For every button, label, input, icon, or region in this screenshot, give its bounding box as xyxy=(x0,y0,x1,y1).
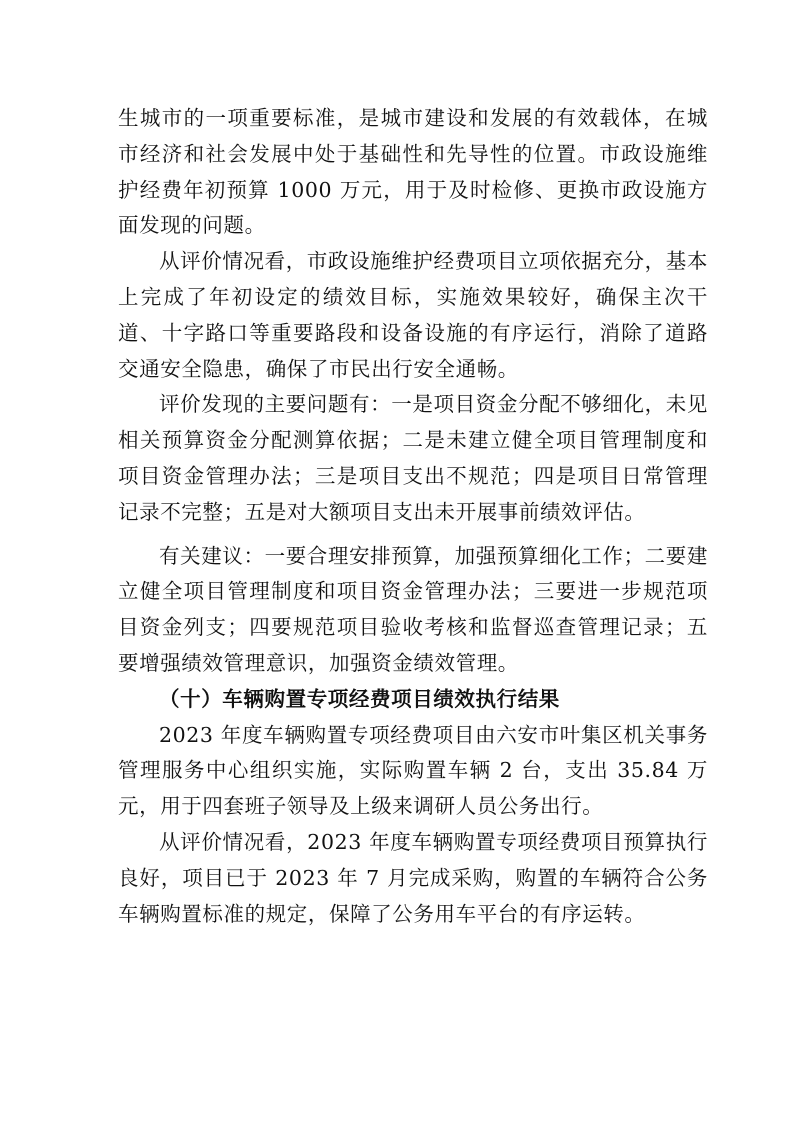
paragraph-evaluation: 从评价情况看，市政设施维护经费项目立项依据充分，基本上完成了年初设定的绩效目标，实施效果较好，确保主次干道、十字路口等重要路段和设备设施的有序运行，消除了道路交通安全隐患，确保了市民出行安全通畅。 xyxy=(118,249,708,381)
section-heading: （十）车辆购置专项经费项目绩效执行结果 xyxy=(159,686,560,711)
document-page xyxy=(118,101,708,932)
paragraph-problems: 评价发现的主要问题有：一是项目资金分配不够细化，未见相关预算资金分配测算依据；二是未建立健全项目管理制度和项目资金管理办法；三是项目支出不规范；四是项目日常管理记录不完整；五是对大额项目支出未开展事前绩效评估。 xyxy=(118,392,708,524)
paragraph-gap xyxy=(118,531,708,539)
paragraph-suggestions: 有关建议：一要合理安排预算，加强预算细化工作；二要建立健全项目管理制度和项目资金管理办法；三要进一步规范项目资金列支；四要规范项目验收考核和监督巡查管理记录；五要增强绩效管理意识，加强资金绩效管理。 xyxy=(118,543,708,675)
paragraph-vehicle-evaluation: 从评价情况看，2023 年度车辆购置专项经费项目预算执行良好，项目已于 2023 年 7 月完成采购，购置的车辆符合公务车辆购置标准的规定，保障了公务用车平台的有序运转。 xyxy=(118,829,708,926)
paragraph-vehicle-purchase: 2023 年度车辆购置专项经费项目由六安市叶集区机关事务管理服务中心组织实施，实际购置车辆 2 台，支出 35.84 万元，用于四套班子领导及上级来调研人员公务出行。 xyxy=(118,722,708,819)
paragraph-continuation: 生城市的一项重要标准，是城市建设和发展的有效载体，在城市经济和社会发展中处于基础性和先导性的位置。市政设施维护经费年初预算 1000 万元，用于及时检修、更换市政设施方面发现的问题。 xyxy=(118,106,708,238)
